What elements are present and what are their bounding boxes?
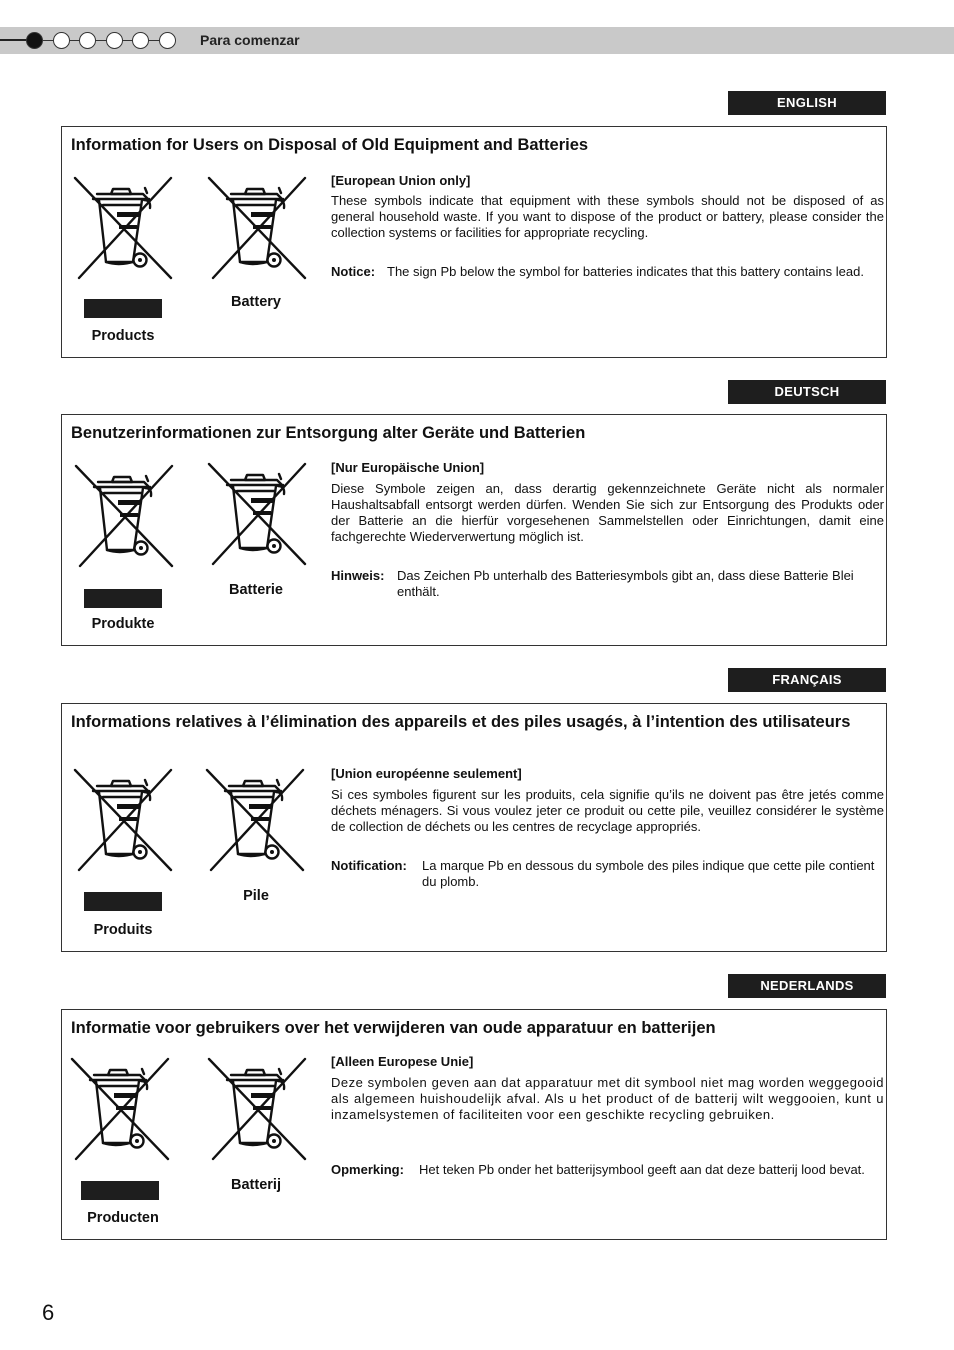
section-francais — [61, 703, 887, 952]
battery-label: Pile — [243, 888, 269, 904]
section-deutsch — [61, 414, 887, 646]
note-label: Notification: — [331, 858, 407, 873]
language-tag-deutsch: DEUTSCH — [728, 380, 886, 404]
products-label: Produits — [93, 922, 153, 938]
section-title: Benutzerinformationen zur Entsorgung alter Geräte und Batterien — [71, 424, 586, 442]
products-label: Products — [91, 328, 155, 344]
crossed-bin-products-icon — [70, 1057, 170, 1161]
body-text: Si ces symboles figurent sur les produits, cela signifie qu’ils ne doivent pas être jetés comme déchets ménagers. Si vous voulez jeter ce produit ou cette pile, veuillez considérer le système de collection de déchets ou les centres de recyclage appropriés. — [331, 787, 884, 834]
progress-dot — [159, 32, 176, 49]
products-label: Producten — [87, 1210, 159, 1226]
note-text: Das Zeichen Pb unterhalb des Batteriesymbols gibt an, dass diese Batterie Blei enthält. — [397, 568, 854, 599]
crossed-bin-battery-icon — [207, 176, 307, 280]
progress-dots — [26, 31, 186, 50]
language-tag-francais: FRANÇAIS — [728, 668, 886, 692]
products-label: Produkte — [91, 616, 155, 632]
battery-label: Batterie — [229, 582, 283, 598]
products-black-bar — [84, 299, 162, 318]
note-label: Opmerking: — [331, 1162, 404, 1177]
note-label: Hinweis: — [331, 568, 385, 583]
sub-heading: [Alleen Europese Unie] — [331, 1054, 474, 1069]
crossed-bin-battery-icon — [207, 462, 307, 566]
language-tag-english: ENGLISH — [728, 91, 886, 115]
note-text: La marque Pb en dessous du symbole des piles indique que cette pile contient du plomb. — [422, 858, 875, 889]
crossed-bin-battery-icon — [205, 768, 305, 872]
crossed-bin-battery-icon — [207, 1057, 307, 1161]
section-english — [61, 126, 887, 358]
crossed-bin-products-icon — [73, 768, 173, 872]
header-title: Para comenzar — [200, 32, 300, 48]
sub-heading: [European Union only] — [331, 173, 471, 188]
note-text: Het teken Pb onder het batterijsymbool geeft aan dat deze batterij lood bevat. — [419, 1162, 865, 1177]
progress-dot — [132, 32, 149, 49]
progress-dot — [79, 32, 96, 49]
section-nederlands — [61, 1009, 887, 1240]
products-black-bar — [81, 1181, 159, 1200]
page-number: 6 — [42, 1300, 55, 1325]
body-text: Deze symbolen geven aan dat apparatuur met dit symbool niet mag worden weggegooid als algemeen huishoudelijk afval. Als u het product of de batterij wilt weggooien, kunt u inzamelsystemen of faciliteiten voor een geschikte recycling gebruiken. — [331, 1075, 884, 1122]
progress-dot — [106, 32, 123, 49]
section-title: Informatie voor gebruikers over het verwijderen van oude apparatuur en batterijen — [71, 1019, 716, 1037]
progress-dot-active — [26, 32, 43, 49]
sub-heading: [Union européenne seulement] — [331, 766, 522, 781]
crossed-bin-products-icon — [74, 464, 174, 568]
crossed-bin-products-icon — [73, 176, 173, 280]
progress-dot — [53, 32, 70, 49]
products-black-bar — [84, 589, 162, 608]
products-black-bar — [84, 892, 162, 911]
body-text: These symbols indicate that equipment with these symbols should not be disposed of as general household waste. If you want to dispose of the product or battery, please consider the collection systems or facilities for appropriate recycling. — [331, 193, 884, 240]
note-label: Notice: — [331, 264, 376, 279]
battery-label: Battery — [231, 294, 281, 310]
note-text: The sign Pb below the symbol for batteries indicates that this battery contains lead. — [387, 264, 864, 279]
language-tag-nederlands: NEDERLANDS — [728, 974, 886, 998]
section-title: Information for Users on Disposal of Old Equipment and Batteries — [71, 136, 589, 154]
body-text: Diese Symbole zeigen an, dass derartig gekennzeichnete Geräte nicht als normaler Haushaltsabfall entsorgt werden dürfen. Wenden Sie sich zur Entsorgung des Produkts oder der Batterie an die hierfür vorgesehenen Sammelstellen oder Einrichtungen, damit eine fachgerechte Wiederverwertung möglich ist. — [331, 481, 884, 544]
section-title: Informations relatives à l’élimination des appareils et des piles usagés, à l’intention des utilisateurs — [71, 713, 851, 731]
battery-label: Batterij — [231, 1177, 281, 1193]
sub-heading: [Nur Europäische Union] — [331, 460, 485, 475]
